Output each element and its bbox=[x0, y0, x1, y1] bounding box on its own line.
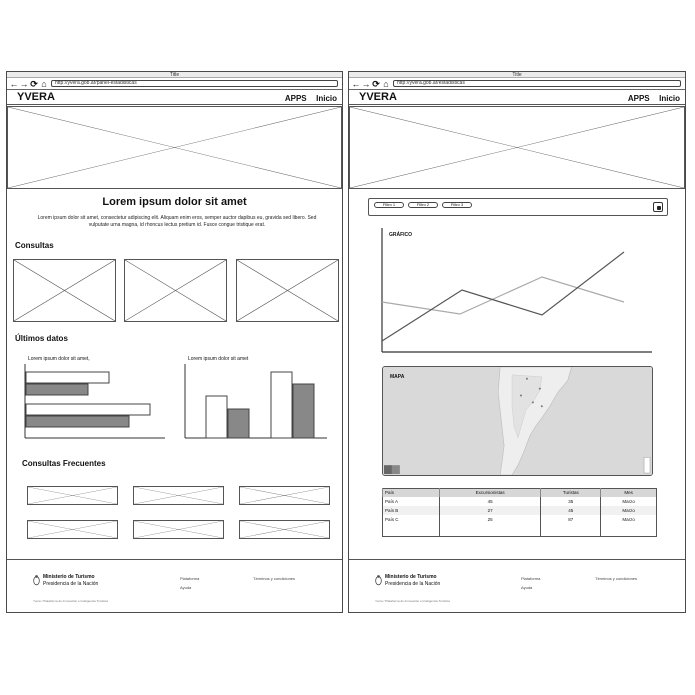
chart-caption: Lorem ipsum dolor sit amet, bbox=[28, 356, 90, 362]
chart-bar bbox=[26, 404, 150, 415]
filter-1-dropdown[interactable]: Filtro 1 bbox=[374, 202, 404, 208]
map-city-marker bbox=[539, 388, 541, 390]
consulta-card[interactable] bbox=[236, 259, 339, 322]
site-logo[interactable]: YVERA bbox=[359, 91, 397, 103]
footer-link-ayuda[interactable]: Ayuda bbox=[521, 585, 533, 590]
column-header[interactable]: Mes bbox=[601, 489, 657, 497]
chart-caption: Lorem ipsum dolor sit amet bbox=[188, 356, 249, 362]
footer-presidency: Presidencia de la Nación bbox=[385, 581, 441, 587]
header-nav bbox=[280, 88, 337, 106]
home-icon[interactable]: ⌂ bbox=[41, 78, 47, 89]
hero-image-placeholder bbox=[349, 106, 685, 189]
line-chart bbox=[380, 228, 653, 354]
table-cell: Marzo bbox=[601, 515, 657, 524]
table-cell: País C bbox=[383, 515, 440, 524]
column-header[interactable]: País bbox=[383, 489, 440, 497]
footer-ministry: Ministerio de Turismo bbox=[43, 574, 95, 580]
table-cell: Marzo bbox=[601, 506, 657, 515]
chart-bar bbox=[271, 372, 292, 438]
site-footer bbox=[7, 559, 342, 612]
reload-icon[interactable]: ⟳ bbox=[30, 78, 38, 89]
forward-icon[interactable]: → bbox=[19, 78, 29, 89]
coat-of-arms-icon bbox=[375, 574, 382, 586]
map-canvas[interactable] bbox=[383, 367, 652, 475]
frequent-query-card[interactable] bbox=[239, 486, 330, 505]
data-table bbox=[382, 488, 657, 537]
chart-bar bbox=[26, 384, 88, 395]
map-city-marker bbox=[532, 401, 534, 403]
forward-icon[interactable]: → bbox=[361, 78, 371, 89]
back-icon[interactable]: ← bbox=[351, 78, 361, 89]
column-header[interactable]: Turistas bbox=[541, 489, 601, 497]
chart-bar bbox=[26, 416, 129, 427]
table-row[interactable] bbox=[383, 497, 657, 506]
chart-bar bbox=[206, 396, 227, 438]
consulta-card[interactable] bbox=[13, 259, 116, 322]
page-lead: Lorem ipsum dolor sit amet, consectetur adipiscing elit. Aliquam enim eros, semper auctor dapibus eu, gravida sed libero. Sed vulputate urna magna, id rhoncus lectus pretium id. Fusce congue tristique erat. bbox=[37, 215, 317, 228]
footer-link-ayuda[interactable]: Ayuda bbox=[180, 585, 192, 590]
chart-label: GRÁFICO bbox=[389, 232, 413, 238]
map-thumbnail bbox=[392, 465, 400, 474]
frequent-query-card[interactable] bbox=[133, 486, 224, 505]
footer-ministry: Ministerio de Turismo bbox=[385, 574, 437, 580]
url-bar[interactable]: http://yvera.gob.ar/panel-estadisticas bbox=[51, 80, 338, 87]
site-header bbox=[349, 90, 685, 105]
reload-icon[interactable]: ⟳ bbox=[372, 78, 380, 89]
chart-series-light bbox=[382, 277, 624, 314]
horizontal-bar-chart bbox=[24, 364, 166, 440]
footer-link-terminos[interactable]: Términos y condiciones bbox=[595, 576, 638, 581]
footer-link-terminos[interactable]: Términos y condiciones bbox=[253, 576, 296, 581]
filter-2-dropdown[interactable]: Filtro 2 bbox=[408, 202, 438, 208]
table-cell: 25 bbox=[439, 515, 541, 524]
footer-fine-print: Yvera / Plataforma de Innovación e Inteligencia Turística bbox=[33, 599, 108, 603]
window-titlebar bbox=[7, 72, 342, 78]
window-title: Title bbox=[169, 72, 180, 78]
site-footer bbox=[349, 559, 685, 612]
table-cell: 45 bbox=[439, 497, 541, 506]
nav-inicio[interactable]: Inicio bbox=[316, 94, 337, 103]
nav-apps[interactable]: APPS bbox=[284, 94, 307, 103]
header-nav bbox=[623, 88, 680, 106]
section-consultas-frecuentes: Consultas Frecuentes bbox=[22, 459, 106, 468]
table-cell: País A bbox=[383, 497, 440, 506]
table-cell: Marzo bbox=[601, 497, 657, 506]
chart-bar bbox=[228, 409, 249, 438]
footer-fine-print: Yvera / Plataforma de Innovación e Inteligencia Turística bbox=[375, 599, 450, 603]
back-icon[interactable]: ← bbox=[9, 78, 19, 89]
column-header[interactable]: Excursionistas bbox=[439, 489, 541, 497]
footer-presidency: Presidencia de la Nación bbox=[43, 581, 99, 587]
table-row-empty bbox=[383, 524, 657, 537]
site-header bbox=[7, 90, 342, 105]
filter-bar bbox=[368, 198, 668, 216]
url-bar[interactable]: http://yvera.gob.ar/estadisticas bbox=[393, 80, 681, 87]
page-title: Lorem ipsum dolor sit amet bbox=[102, 196, 247, 208]
window-titlebar bbox=[349, 72, 685, 78]
window-title: Title bbox=[512, 72, 522, 78]
footer-link-plataforma[interactable]: Plataforma bbox=[180, 576, 200, 581]
nav-inicio[interactable]: Inicio bbox=[659, 94, 680, 103]
nav-apps[interactable]: APPS bbox=[627, 94, 650, 103]
calendar-icon[interactable] bbox=[653, 202, 663, 212]
table-cell: 27 bbox=[439, 506, 541, 515]
section-ultimos-datos: Últimos datos bbox=[15, 334, 68, 343]
chart-series-dark bbox=[382, 252, 624, 341]
frequent-query-card[interactable] bbox=[27, 486, 118, 505]
section-consultas: Consultas bbox=[15, 241, 54, 250]
consulta-card[interactable] bbox=[124, 259, 227, 322]
map-city-marker bbox=[520, 394, 522, 396]
map-thumbnail bbox=[384, 465, 392, 474]
frequent-query-card[interactable] bbox=[27, 520, 118, 539]
filter-3-dropdown[interactable]: Filtro 3 bbox=[442, 202, 472, 208]
browser-window-panel bbox=[6, 71, 343, 613]
home-icon[interactable]: ⌂ bbox=[383, 78, 389, 89]
table-row[interactable] bbox=[383, 506, 657, 515]
map-city-marker bbox=[541, 405, 543, 407]
browser-window-estadisticas bbox=[348, 71, 686, 613]
hero-image-placeholder bbox=[7, 106, 342, 189]
footer-link-plataforma[interactable]: Plataforma bbox=[521, 576, 541, 581]
chart-bar bbox=[26, 372, 109, 383]
map-city-marker bbox=[526, 378, 528, 380]
frequent-query-card[interactable] bbox=[133, 520, 224, 539]
frequent-query-card[interactable] bbox=[239, 520, 330, 539]
table-cell: País B bbox=[383, 506, 440, 515]
map-label: MAPA bbox=[390, 374, 405, 380]
table-cell: 87 bbox=[541, 515, 601, 524]
map-zoom-control bbox=[644, 457, 650, 473]
table-cell: 35 bbox=[541, 497, 601, 506]
chart-bar bbox=[293, 384, 314, 438]
vertical-bar-chart bbox=[184, 364, 328, 440]
map-widget[interactable] bbox=[382, 366, 653, 476]
table-cell: 45 bbox=[541, 506, 601, 515]
table-row[interactable] bbox=[383, 515, 657, 524]
site-logo[interactable]: YVERA bbox=[17, 91, 55, 103]
table-header-row bbox=[383, 489, 657, 497]
coat-of-arms-icon bbox=[33, 574, 40, 586]
